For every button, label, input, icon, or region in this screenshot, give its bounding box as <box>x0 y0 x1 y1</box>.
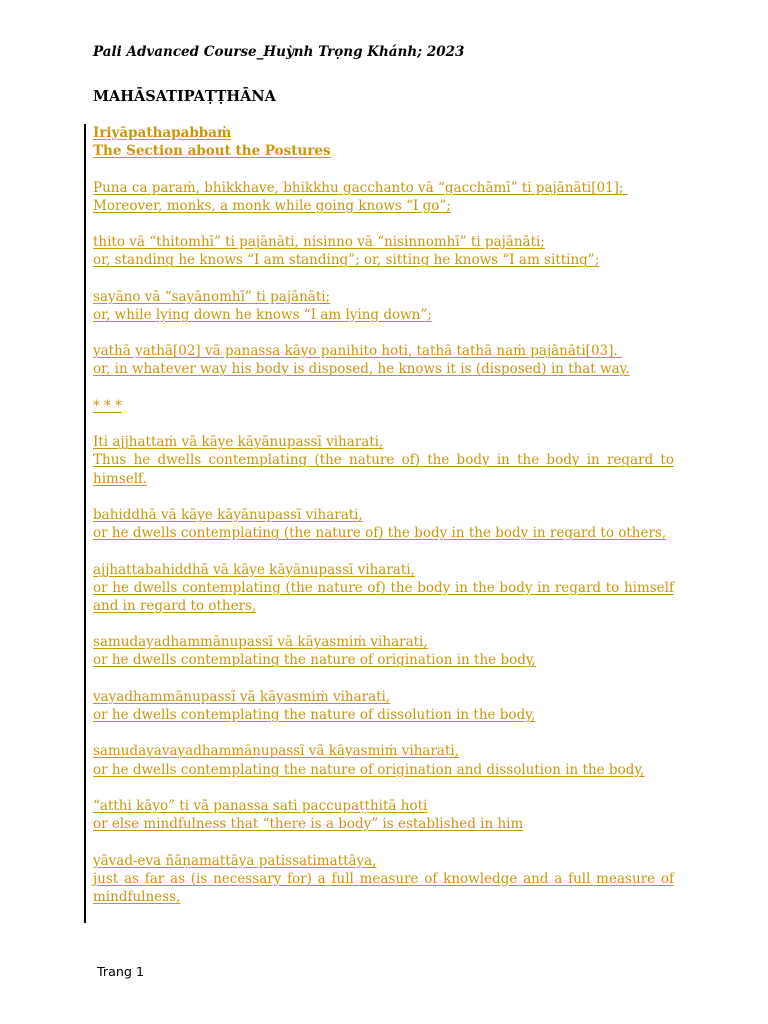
english-line: or he dwells contemplating the nature of origination in the body, <box>93 652 536 669</box>
verse-paragraph <box>93 288 674 324</box>
pali-line: samudayavayadhammānupassī vā kāyasmiṁ viharati, <box>93 743 460 760</box>
document-title: MAHĀSATIPAṬṬHĀNA <box>93 88 276 105</box>
english-line: Thus he dwells contemplating (the nature of) the body in the body in regard to <box>93 452 674 469</box>
section-heading <box>93 124 674 160</box>
pali-line: thito vā “thitomhī” ti pajānāti, nisinno vā “nisinnomhī” ti pajānāti; <box>93 234 545 251</box>
pali-line: bahiddhā vā kāye kāyānupassī viharati, <box>93 506 363 523</box>
running-header: Pali Advanced Course_Huỳnh Trọng Khánh; 2023 <box>93 44 465 60</box>
blank-line <box>93 379 674 397</box>
document-body <box>93 124 674 906</box>
blank-line <box>93 779 674 797</box>
english-line: or he dwells contemplating (the nature of) the body in the body in regard to himself <box>93 579 674 596</box>
pali-line: Iti ajjhattaṁ vā kāye kāyānupassī viharati, <box>93 434 384 451</box>
verse-paragraph <box>93 688 674 724</box>
blank-line <box>93 615 674 633</box>
verse-paragraph <box>93 742 674 778</box>
pali-line: yāvad-eva ñāṇamattāya patissatimattāya, <box>93 852 377 869</box>
english-line: or, in whatever way his body is disposed, he knows it is (disposed) in that way. <box>93 361 630 378</box>
section-title-pali: Iriyāpathapabbaṁ <box>93 125 232 141</box>
verse-paragraph <box>93 506 674 542</box>
blank-line <box>93 833 674 851</box>
blank-line <box>93 160 674 178</box>
pali-line: “atthi kāyo” ti vā panassa sati paccupaṭṭhitā hoti <box>93 797 428 814</box>
blank-line <box>93 415 674 433</box>
change-bar <box>84 124 86 923</box>
blank-line <box>93 270 674 288</box>
pali-line: ajjhattabahiddhā vā kāye kāyānupassī viharati, <box>93 561 415 578</box>
english-line: and in regard to others, <box>93 597 257 614</box>
verse-paragraph <box>93 179 674 215</box>
english-line: himself. <box>93 470 147 487</box>
page-number: Trang 1 <box>97 964 145 979</box>
blank-line <box>93 724 674 742</box>
section-title-english: The Section about the Postures <box>93 143 331 160</box>
verse-paragraph <box>93 433 674 488</box>
english-line: or he dwells contemplating (the nature of) the body in the body in regard to others, <box>93 525 667 542</box>
pali-line: Puna ca paraṁ, bhikkhave, bhikkhu gacchanto vā “gacchāmī” ti pajānāti[01]; <box>93 179 628 196</box>
blank-line <box>93 488 674 506</box>
english-line: just as far as (is necessary for) a full measure of knowledge and a full measure of <box>93 870 674 887</box>
verse-paragraph <box>93 797 674 833</box>
pali-line: sayāno vā “sayānomhī” ti pajānāti; <box>93 288 331 305</box>
english-line: or he dwells contemplating the nature of dissolution in the body, <box>93 707 536 724</box>
verse-paragraph <box>93 342 674 378</box>
blank-line <box>93 324 674 342</box>
english-line: or he dwells contemplating the nature of origination and dissolution in the body, <box>93 761 645 778</box>
verse-paragraph <box>93 633 674 669</box>
section-separator: * * * <box>93 397 122 414</box>
verse-paragraph <box>93 561 674 616</box>
english-line: or else mindfulness that “there is a body” is established in him <box>93 816 524 833</box>
blank-line <box>93 542 674 560</box>
blank-line <box>93 670 674 688</box>
english-line: mindfulness, <box>93 888 181 905</box>
pali-line: samudayadhammānupassī vā kāyasmiṁ viharati, <box>93 634 428 651</box>
verse-paragraph <box>93 233 674 269</box>
english-line: or, while lying down he knows “I am lying down”; <box>93 306 432 323</box>
english-line: Moreover, monks, a monk while going knows “I go”; <box>93 197 451 214</box>
pali-line: yathā yathā[02] vā panassa kāyo paṇihito hoti, tathā tathā naṁ pajānāti[03]. <box>93 343 622 360</box>
verse-paragraph <box>93 852 674 907</box>
english-line: or, standing he knows “I am standing”; or, sitting he knows “I am sitting”; <box>93 252 600 269</box>
blank-line <box>93 215 674 233</box>
pali-line: vayadhammānupassī vā kāyasmiṁ viharati, <box>93 688 391 705</box>
